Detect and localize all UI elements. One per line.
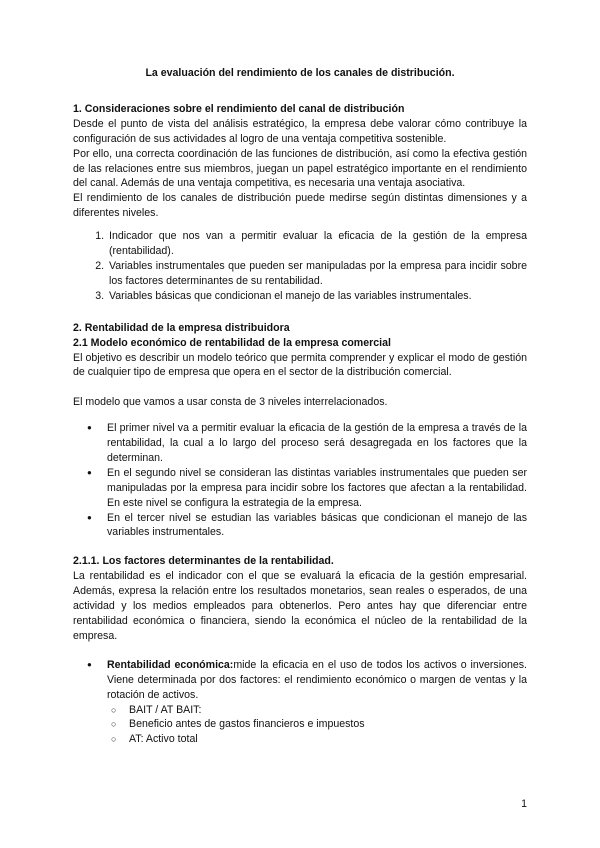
section-1-heading: 1. Consideraciones sobre el rendimiento del canal de distribución — [73, 102, 405, 115]
paragraph: El rendimiento de los canales de distribución puede medirse según distintas dimensiones y a diferentes niveles. — [73, 192, 527, 220]
paragraph: El objetivo es describir un modelo teórico que permita comprender y explicar el modo de gestión de cualquier tipo de empresa que opera en el sector de la distribución comercial. — [73, 351, 527, 379]
list-item: ● El primer nivel va a permitir evaluar la eficacia de la gestión de la empresa a través de la rentabilidad, la cual a lo largo del proceso será desagregada en los factores que la determinan. — [107, 421, 527, 466]
paragraph: La rentabilidad es el indicador con el que se evaluará la eficacia de la gestión empresarial. Además, expresa la relación entre los resultados monetarios, sean reales o esperados, de una actividad y los medios empleados para obtenerlos. Pero antes hay que diferenciar entre rentabilidad económica o financiera, siendo la económica el núcleo de la rentabilidad de la empresa. — [73, 570, 527, 642]
sub-list — [107, 703, 527, 748]
list-item: 1. Indicador que nos van a permitir evaluar la eficacia de la gestión de la empresa (rentabilidad). — [107, 229, 527, 259]
document-title: La evaluación del rendimiento de los canales de distribución. — [145, 67, 455, 79]
list-item: ● En el segundo nivel se consideran las distintas variables instrumentales que pueden ser manipuladas por la empresa para incidir sobre los factores que afectan a la rentabilidad. En este nivel se configura la estrategia de la empresa. — [107, 466, 527, 511]
section-2-1-1 — [73, 554, 527, 747]
paragraph: Desde el punto de vista del análisis estratégico, la empresa debe valorar cómo contribuye la configuración de sus actividades al logro de una ventaja competitiva sostenible. — [73, 117, 527, 145]
list-item: 3. Variables básicas que condicionan el manejo de las variables instrumentales. — [107, 289, 527, 304]
sub-list-item: ○ BAIT / AT BAIT: — [129, 703, 527, 718]
term-label: Rentabilidad económica: — [107, 658, 234, 671]
section-2-1-heading: 2.1 Modelo económico de rentabilidad de la empresa comercial — [73, 336, 391, 349]
bullet-list — [73, 658, 527, 747]
paragraph: Por ello, una correcta coordinación de las funciones de distribución, así como la efectiva gestión de las relaciones entre sus miembros, juegan un papel estratégico importante en el rendimiento del canal. Además de una ventaja competitiva, es necesaria una ventaja asociativa. — [73, 147, 527, 190]
numbered-list — [73, 229, 527, 304]
section-1 — [73, 102, 527, 304]
sub-list-item: ○ Beneficio antes de gastos financieros e impuestos — [129, 717, 527, 732]
sub-list-item: ○ AT: Activo total — [129, 732, 527, 747]
bullet-list — [73, 421, 527, 540]
section-2-heading: 2. Rentabilidad de la empresa distribuidora — [73, 321, 290, 334]
paragraph: El modelo que vamos a usar consta de 3 niveles interrelacionados. — [73, 396, 388, 409]
list-item: ● En el tercer nivel se estudian las variables básicas que condicionan el manejo de las variables instrumentales. — [107, 511, 527, 541]
list-item: 2. Variables instrumentales que pueden ser manipuladas por la empresa para incidir sobre los factores determinantes de su rentabilidad. — [107, 259, 527, 289]
page-number: 1 — [521, 798, 527, 810]
section-2-1-1-heading: 2.1.1. Los factores determinantes de la rentabilidad. — [73, 555, 334, 568]
term-definition: mide la eficacia en el uso de todos los activos o inversiones. Viene determinada por dos factores: el rendimiento económico o margen de ventas y la rotación de activos. — [107, 658, 527, 701]
list-item — [107, 658, 527, 747]
section-2 — [73, 321, 527, 541]
